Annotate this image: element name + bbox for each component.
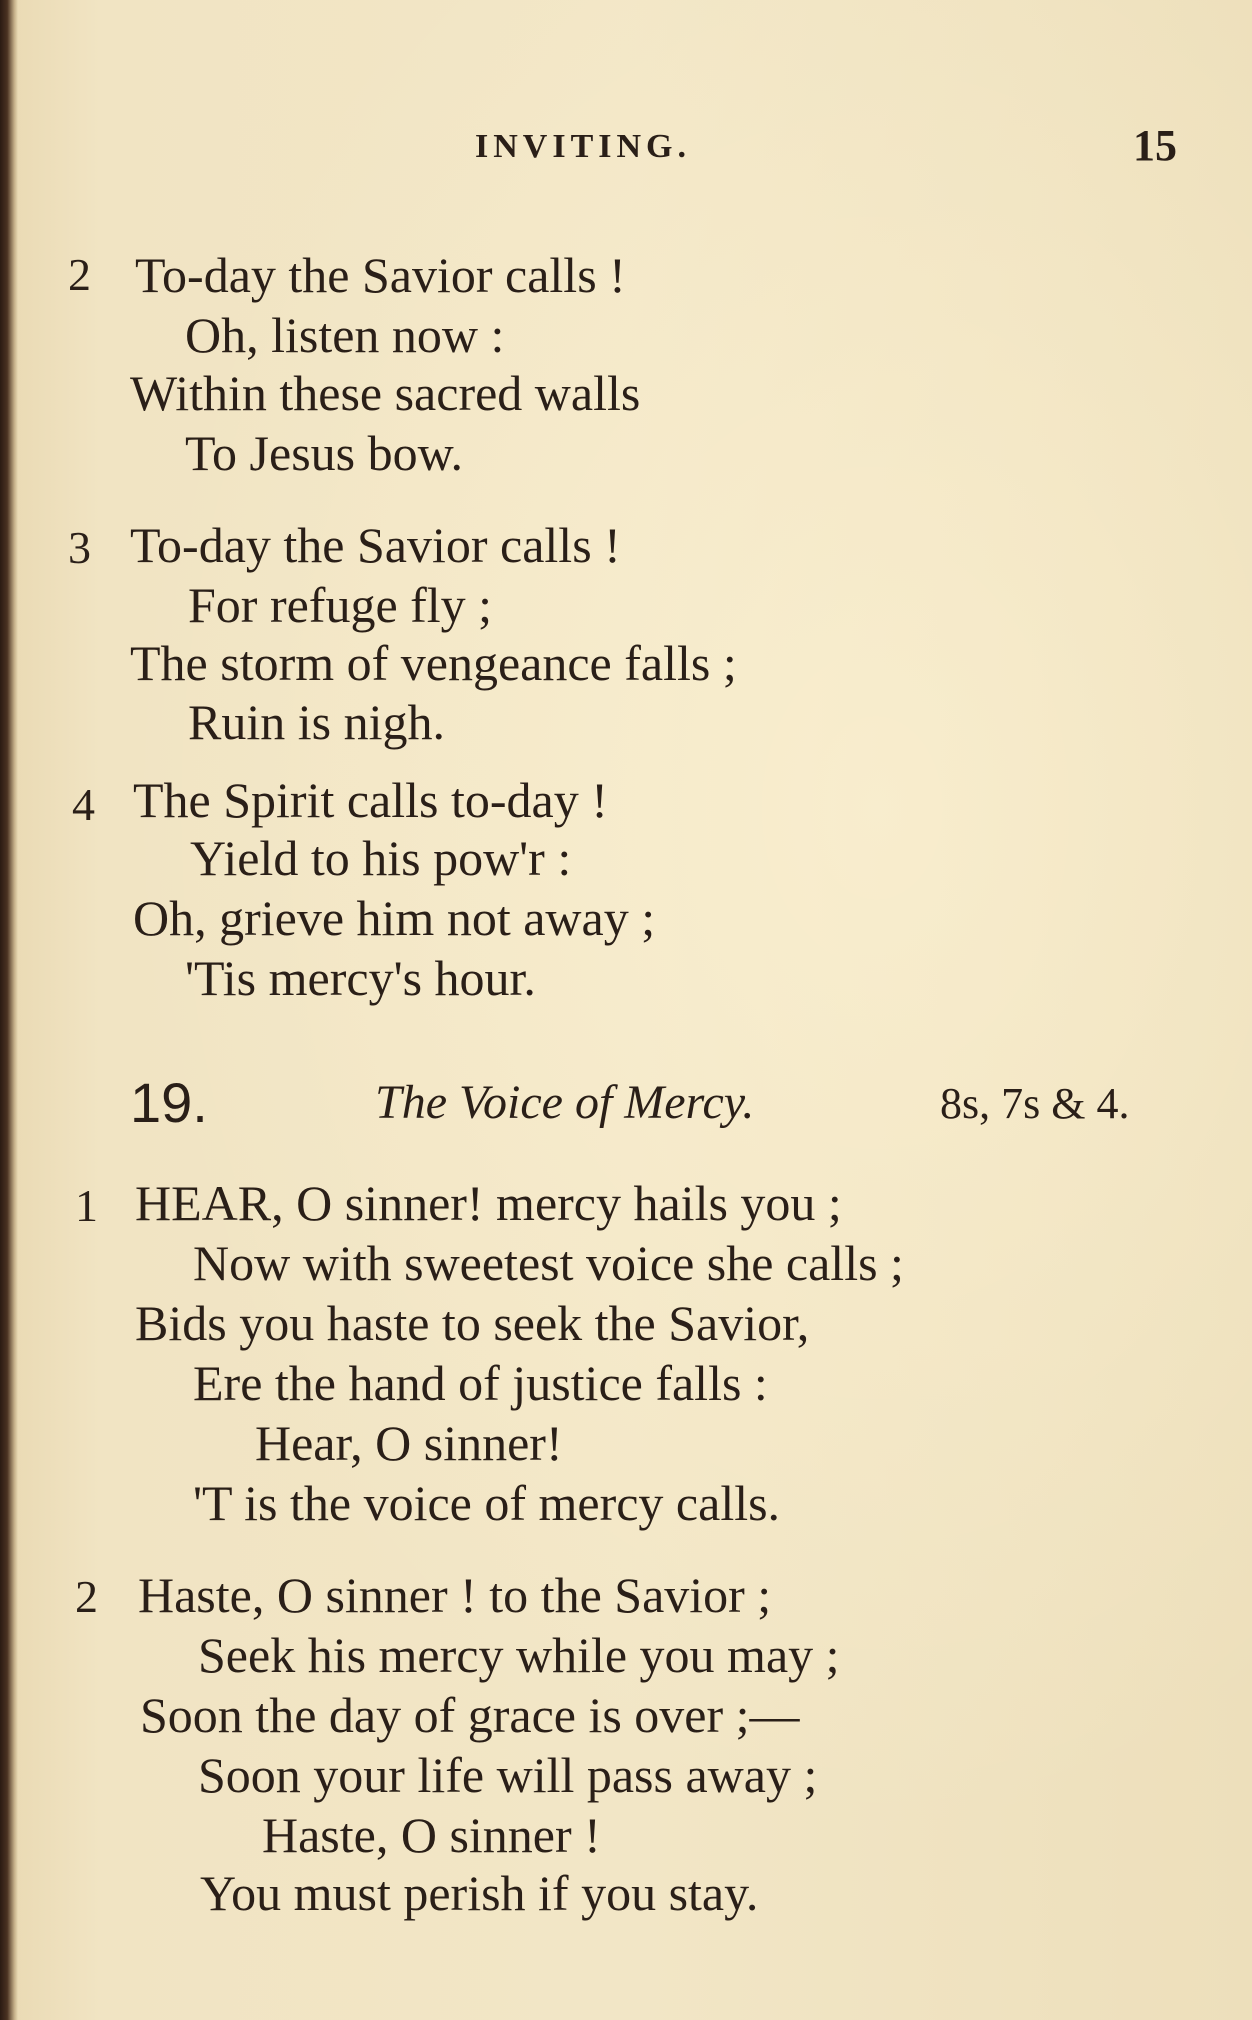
hymn-number: 19.: [130, 1071, 208, 1134]
verse-line: For refuge fly ;: [188, 577, 493, 633]
verse-line: Now with sweetest voice she calls ;: [193, 1235, 904, 1291]
verse-line: Haste, O sinner !: [262, 1807, 601, 1863]
verse-line: 'Tis mercy's hour.: [185, 950, 536, 1006]
verse-line: Seek his mercy while you may ;: [198, 1627, 840, 1683]
hymn-title: The Voice of Mercy.: [375, 1076, 755, 1129]
verse-line: Hear, O sinner!: [255, 1415, 563, 1471]
verse-line: Soon your life will pass away ;: [198, 1747, 818, 1803]
verse-line: Soon the day of grace is over ;—: [140, 1687, 800, 1743]
stanza-number: 2: [68, 249, 91, 300]
verse-line: The Spirit calls to-day !: [133, 772, 608, 828]
verse-line: Oh, listen now :: [185, 307, 505, 363]
verse-line: Haste, O sinner ! to the Savior ;: [138, 1567, 772, 1623]
page-number: 15: [1133, 121, 1177, 170]
verse-line: HEAR, O sinner! mercy hails you ;: [135, 1175, 842, 1231]
verse-line: Ere the hand of justice falls :: [193, 1355, 768, 1411]
stanza-number: 3: [68, 522, 91, 573]
verse-line: You must perish if you stay.: [200, 1865, 759, 1921]
verse-line: Bids you haste to seek the Savior,: [135, 1295, 810, 1351]
verse-line: To-day the Savior calls !: [130, 517, 621, 573]
hymn-meter: 8s, 7s & 4.: [940, 1079, 1130, 1128]
verse-line: Oh, grieve him not away ;: [133, 890, 656, 946]
verse-line: Ruin is nigh.: [188, 694, 445, 750]
book-spine-edge: [0, 0, 18, 2020]
verse-line: To-day the Savior calls !: [135, 247, 626, 303]
verse-line: The storm of vengeance falls ;: [130, 635, 737, 691]
verse-line: Yield to his pow'r :: [190, 830, 572, 886]
verse-line: 'T is the voice of mercy calls.: [193, 1475, 781, 1531]
verse-line: Within these sacred walls: [130, 365, 641, 421]
running-header: INVITING.: [475, 128, 691, 165]
verse-line: To Jesus bow.: [185, 425, 463, 481]
stanza-number: 1: [75, 1180, 98, 1231]
stanza-number: 4: [72, 779, 95, 830]
stanza-number: 2: [75, 1571, 98, 1622]
